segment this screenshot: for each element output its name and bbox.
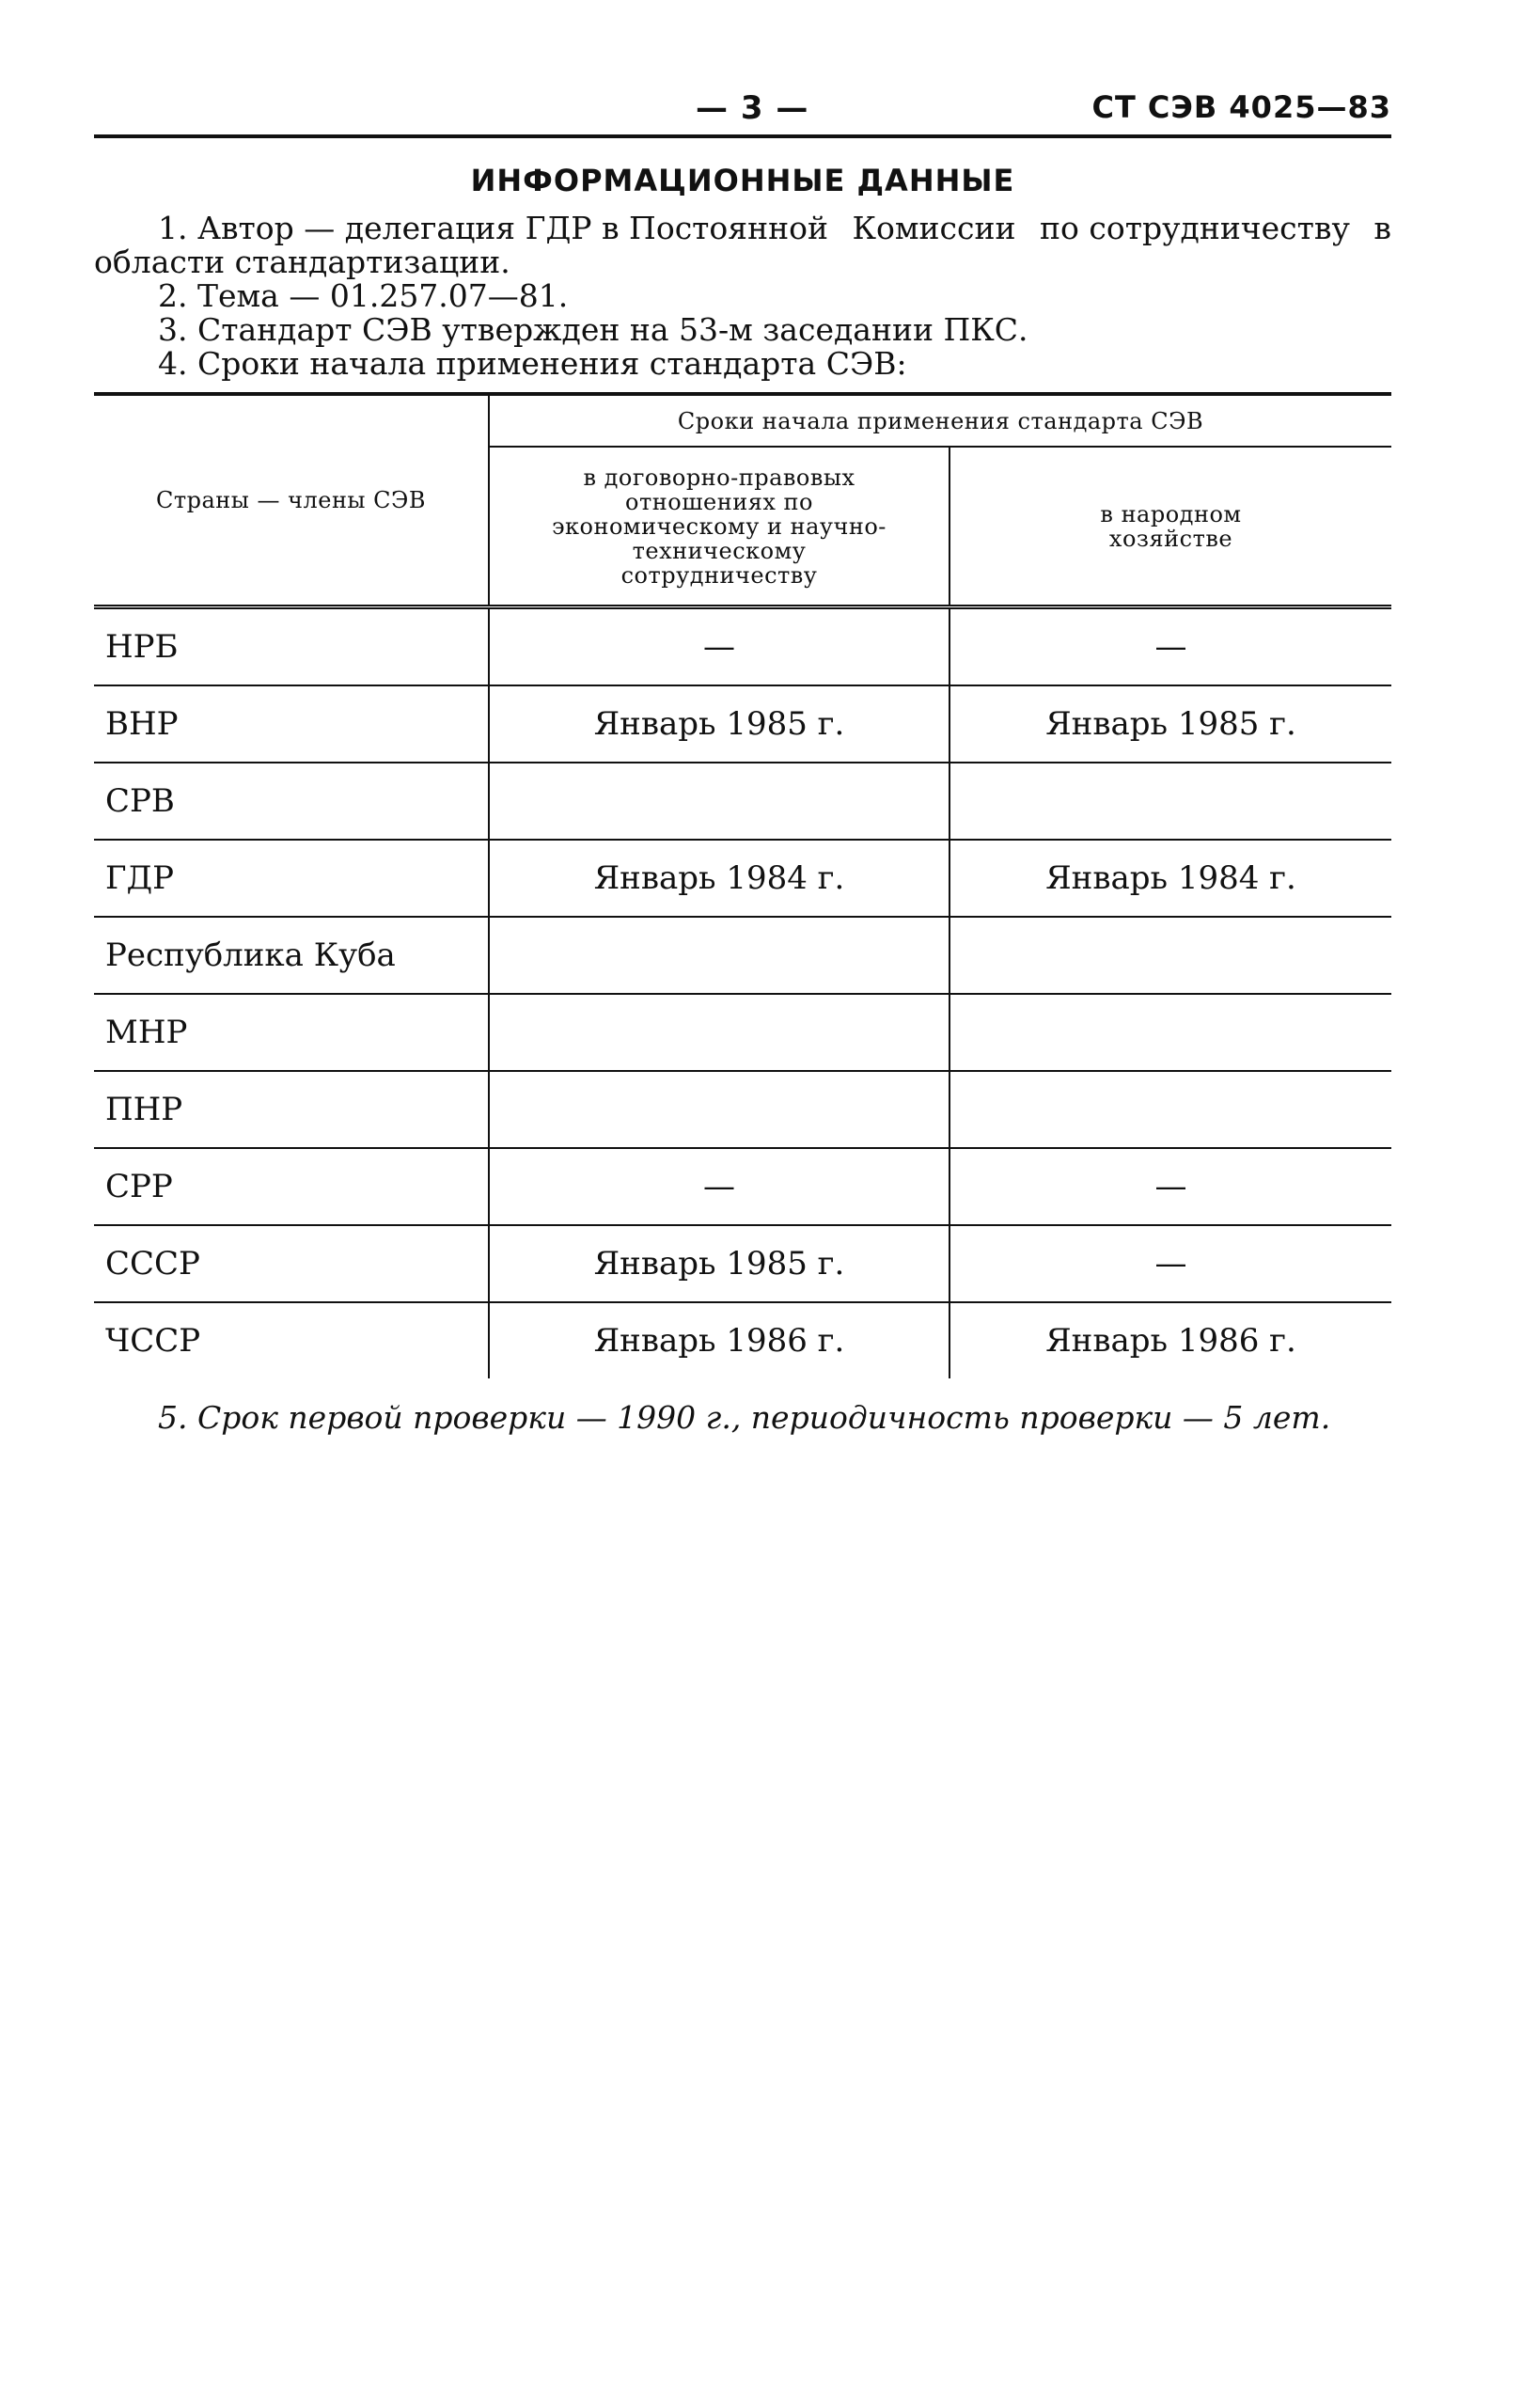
table-row: [94, 994, 1391, 1071]
document-page: [94, 89, 1391, 1436]
application-terms-table: [94, 396, 1391, 1378]
contractual-date-cell: Январь 1986 г.: [489, 1302, 949, 1378]
table-row: [94, 1302, 1391, 1378]
info-item-1-part-3: по сотрудничеству: [1040, 210, 1350, 246]
table-row: [94, 607, 1391, 686]
country-cell: СРР: [94, 1148, 489, 1225]
column-header-group: Сроки начала применения стандарта СЭВ: [489, 396, 1391, 447]
info-item-4: 4. Сроки начала применения стандарта СЭВ:: [158, 345, 907, 382]
contractual-date-cell: —: [489, 1148, 949, 1225]
country-cell: ЧССР: [94, 1302, 489, 1378]
table-row: [94, 917, 1391, 994]
info-item-2: 2. Тема — 01.257.07—81.: [158, 277, 569, 314]
page-number: — 3 —: [696, 89, 809, 127]
contractual-date-cell: Январь 1985 г.: [489, 685, 949, 763]
economy-date-cell: —: [949, 607, 1391, 686]
country-cell: СССР: [94, 1225, 489, 1302]
table-row: [94, 685, 1391, 763]
country-cell: СРВ: [94, 763, 489, 840]
country-cell: МНР: [94, 994, 489, 1071]
country-cell: Республика Куба: [94, 917, 489, 994]
economy-date-cell: Январь 1985 г.: [949, 685, 1391, 763]
info-item-1-part-2: Комиссии: [852, 210, 1016, 246]
column-header-economy: [949, 447, 1391, 606]
economy-date-cell: [949, 763, 1391, 840]
info-list: [94, 212, 1391, 381]
section-title: ИНФОРМАЦИОННЫЕ ДАННЫЕ: [470, 163, 1015, 198]
column-header-contractual: [489, 447, 949, 606]
country-cell: НРБ: [94, 607, 489, 686]
country-cell: ВНР: [94, 685, 489, 763]
economy-date-cell: Январь 1986 г.: [1045, 1322, 1296, 1360]
page-header: [94, 89, 1391, 136]
country-cell: ПНР: [94, 1071, 489, 1148]
economy-date-cell: Январь 1984 г.: [949, 840, 1391, 917]
contractual-date-cell: [489, 763, 949, 840]
column-header-countries: Страны — члены СЭВ: [94, 396, 489, 607]
table-row: [94, 1071, 1391, 1148]
table-row: [94, 1225, 1391, 1302]
review-note: 5. Срок первой проверки — 1990 г., периодичность проверки — 5 лет.: [158, 1399, 1331, 1436]
country-cell: ГДР: [94, 840, 489, 917]
contractual-date-cell: Январь 1985 г.: [489, 1225, 949, 1302]
info-item-3: 3. Стандарт СЭВ утвержден на 53-м заседании ПКС.: [158, 311, 1028, 348]
contractual-date-cell: Январь 1984 г.: [489, 840, 949, 917]
table-row: [94, 840, 1391, 917]
economy-date-cell: —: [949, 1225, 1391, 1302]
contractual-date-cell: —: [489, 607, 949, 686]
economy-date-cell: [949, 917, 1391, 994]
column-header-economy-text: в народном хозяйстве: [1100, 500, 1242, 552]
info-item-1-continuation: области стандартизации.: [94, 244, 510, 280]
table-row: [94, 763, 1391, 840]
contractual-date-cell: [489, 917, 949, 994]
table-row: [94, 1148, 1391, 1225]
column-header-contractual-text: в договорно-правовых отношениях по экономическому и научно-техническому сотрудничеству: [552, 464, 887, 589]
economy-date-cell: [949, 1071, 1391, 1148]
contractual-date-cell: [489, 1071, 949, 1148]
contractual-date-cell: [489, 994, 949, 1071]
economy-date-cell: —: [949, 1148, 1391, 1225]
document-code: СТ СЭВ 4025—83: [1091, 89, 1391, 125]
header-rule: [94, 134, 1391, 138]
info-item-1: [94, 212, 1391, 245]
info-item-1-part-1: 1. Автор — делегация ГДР в Постоянной: [158, 210, 828, 246]
economy-date-cell: [949, 994, 1391, 1071]
info-item-1-part-4: в: [1373, 210, 1391, 246]
